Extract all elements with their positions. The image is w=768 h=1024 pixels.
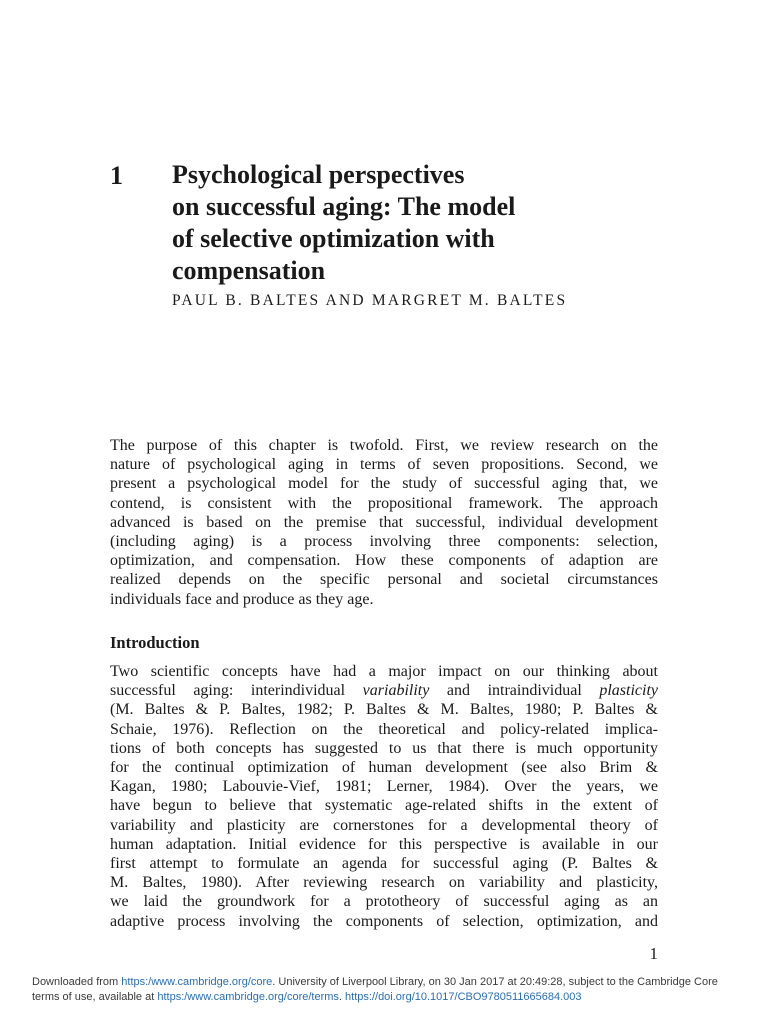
abstract-paragraph bbox=[110, 436, 658, 609]
abstract-line: advanced is based on the premise that successful, individual development bbox=[110, 513, 658, 531]
section-heading-introduction: Introduction bbox=[110, 633, 200, 652]
footer-text: . University of Liverpool Library, on 30 Jan 2017 at 20:49:28, subject to the Cambridge Core bbox=[272, 976, 718, 988]
footer-text: terms of use, available at bbox=[32, 990, 158, 1003]
cambridge-core-link[interactable]: https:/www.cambridge.org/core bbox=[121, 976, 273, 988]
abstract-line: (including aging) is a process involving three components: selection, bbox=[110, 533, 658, 551]
chapter-authors: PAUL B. BALTES AND MARGRET M. BALTES bbox=[172, 292, 568, 309]
chapter-title-line: Psychological perspectives bbox=[172, 160, 465, 189]
body-line: for the continual optimization of human development (see also Brim & bbox=[110, 759, 658, 777]
footer-line bbox=[32, 975, 752, 990]
abstract-line: nature of psychological aging in terms of seven propositions. Second, we bbox=[110, 456, 658, 474]
body-text: and intraindividual bbox=[429, 682, 600, 700]
body-line: human adaptation. Initial evidence for this perspective is available in our bbox=[110, 835, 658, 853]
body-line: have begun to believe that systematic age-related shifts in the extent of bbox=[110, 797, 658, 815]
abstract-line: The purpose of this chapter is twofold. First, we review research on the bbox=[110, 437, 658, 454]
body-line: first attempt to formulate an agenda for successful aging (P. Baltes & bbox=[110, 855, 658, 873]
abstract-line: optimization, and compensation. How these components of adaption are bbox=[110, 552, 658, 570]
doi-link[interactable]: https://doi.org/10.1017/CBO9780511665684.003 bbox=[345, 990, 582, 1003]
body-line bbox=[110, 681, 658, 700]
body-line: Schaie, 1976). Reflection on the theoretical and policy-related implica- bbox=[110, 720, 658, 738]
body-line: M. Baltes, 1980). After reviewing research on variability and plasticity, bbox=[110, 874, 658, 892]
abstract-line: individuals face and produce as they age. bbox=[110, 590, 374, 608]
body-line: variability and plasticity are cornerstones for a developmental theory of bbox=[110, 816, 658, 834]
abstract-line: contend, is consistent with the propositional framework. The approach bbox=[110, 494, 658, 512]
body-line: Kagan, 1980; Labouvie-Vief, 1981; Lerner, 1984). Over the years, we bbox=[110, 778, 658, 796]
terms-link[interactable]: https:/www.cambridge.org/core/terms bbox=[157, 990, 339, 1003]
body-text: successful aging: interindividual bbox=[110, 682, 363, 700]
chapter-title-line: on successful aging: The model bbox=[172, 192, 516, 221]
chapter-number: 1 bbox=[110, 161, 123, 190]
body-line: Two scientific concepts have had a major impact on our thinking about bbox=[110, 663, 658, 680]
page-number: 1 bbox=[649, 944, 658, 963]
chapter-title bbox=[172, 159, 652, 287]
italic-term-plasticity: plasticity bbox=[599, 682, 658, 700]
footer-text: Downloaded from bbox=[32, 976, 122, 988]
introduction-paragraph bbox=[110, 662, 658, 931]
footer-text: . bbox=[338, 990, 346, 1003]
download-footer bbox=[32, 975, 752, 1004]
body-line: adaptive process involving the components of selection, optimization, and bbox=[110, 912, 658, 930]
footer-line bbox=[32, 990, 752, 1005]
italic-term-variability: variability bbox=[362, 682, 430, 700]
abstract-line: present a psychological model for the study of successful aging that, we bbox=[110, 475, 658, 493]
body-line: we laid the groundwork for a prototheory of successful aging as an bbox=[110, 893, 658, 911]
body-line: tions of both concepts has suggested to us that there is much opportunity bbox=[110, 739, 658, 757]
body-line: (M. Baltes & P. Baltes, 1982; P. Baltes & M. Baltes, 1980; P. Baltes & bbox=[110, 701, 658, 719]
chapter-title-line: of selective optimization with bbox=[172, 224, 495, 253]
abstract-line: realized depends on the specific personal and societal circumstances bbox=[110, 571, 658, 589]
chapter-title-line: compensation bbox=[172, 256, 326, 285]
